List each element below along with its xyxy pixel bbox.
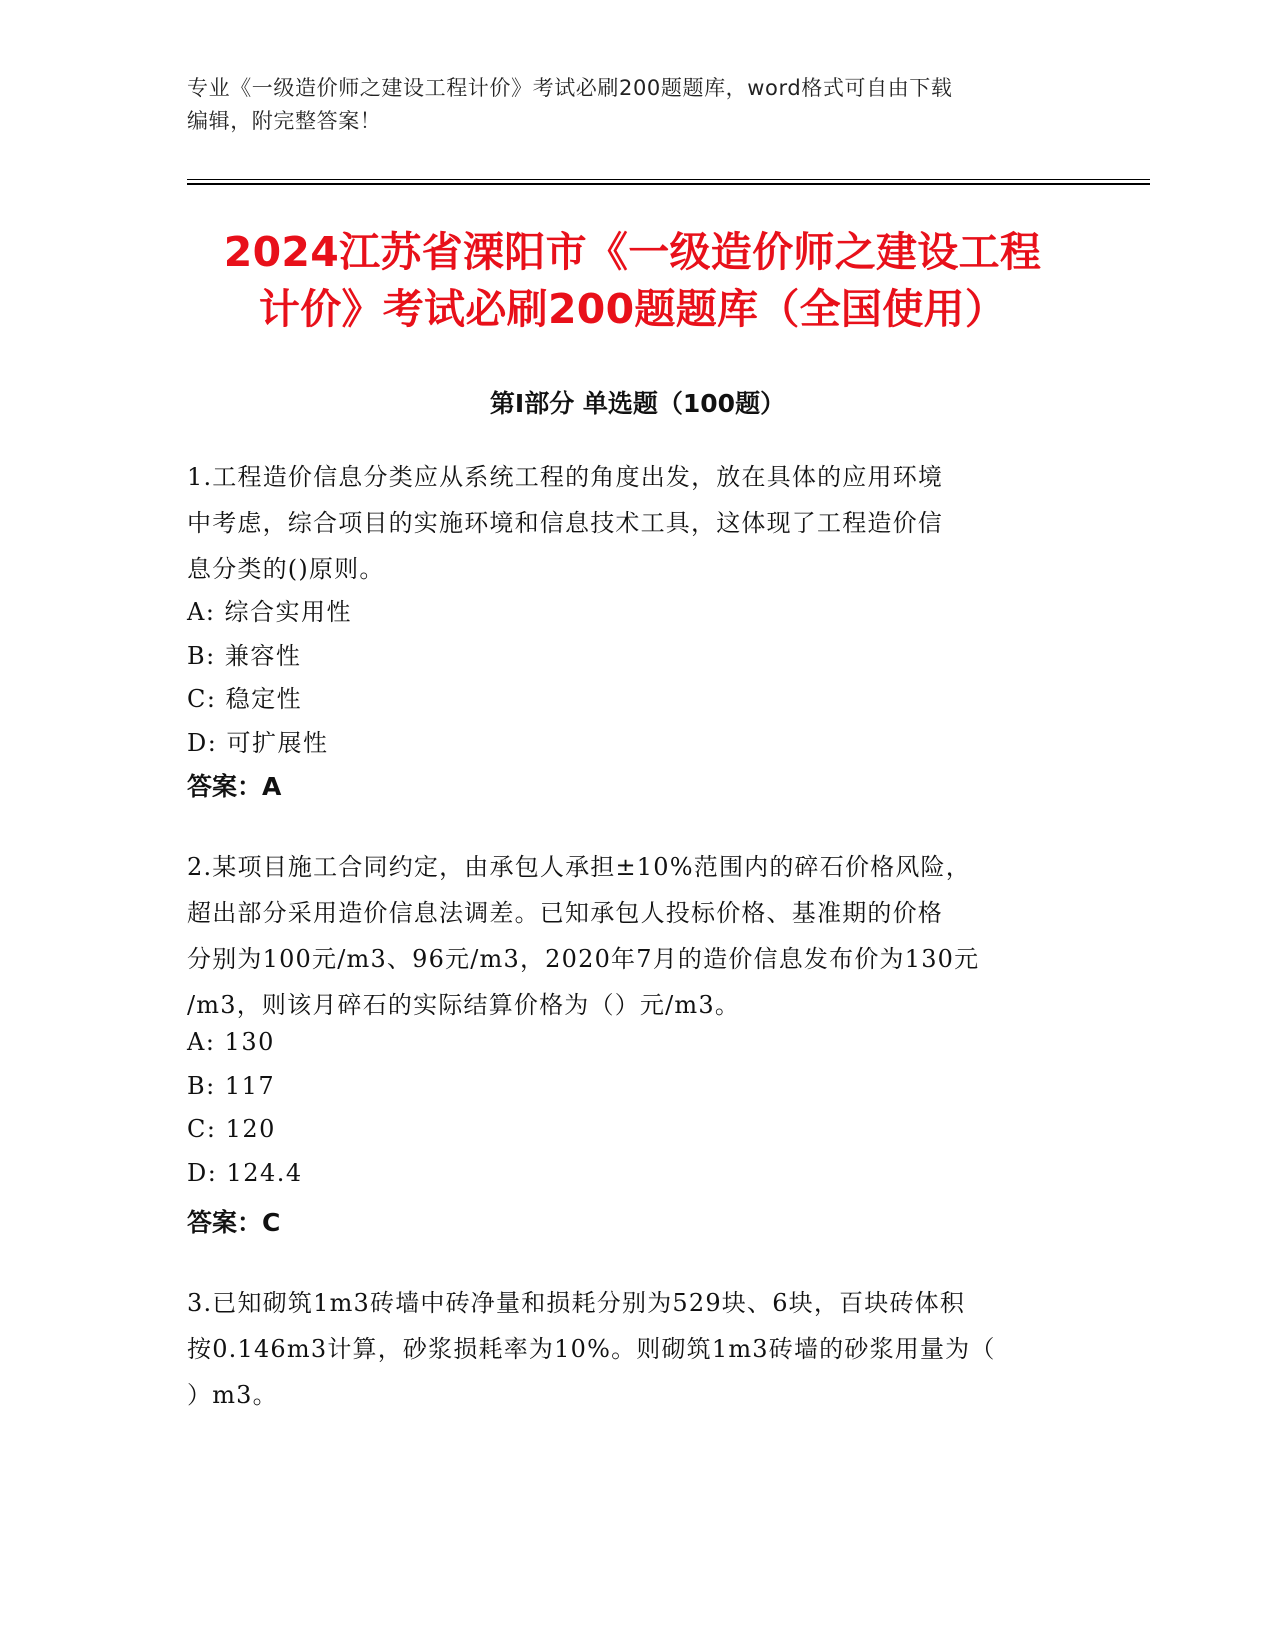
question-2-stem-line: 超出部分采用造价信息法调差。已知承包人投标价格、基准期的价格 [187, 899, 943, 927]
question-1-option-c: C: 稳定性 [187, 685, 303, 713]
question-1-stem [187, 454, 1082, 592]
question-1-stem-line: 息分类的()原则。 [187, 555, 385, 583]
question-3-stem [187, 1280, 1082, 1418]
section-heading: 第I部分 单选题（100题） [489, 389, 786, 418]
question-3-stem-line: 按0.146m3计算，砂浆损耗率为10%。则砌筑1m3砖墙的砂浆用量为（ [187, 1335, 996, 1363]
title-line-1: 2024江苏省溧阳市《一级造价师之建设工程 [223, 228, 1042, 276]
question-2-stem-line: 2.某项目施工合同约定，由承包人承担±10%范围内的碎石价格风险， [187, 853, 971, 881]
question-1-option-a: A: 综合实用性 [187, 598, 353, 626]
question-1-answer: 答案：A [187, 772, 282, 801]
question-1-stem-line: 1.工程造价信息分类应从系统工程的角度出发，放在具体的应用环境 [187, 463, 944, 491]
header-divider-thin [187, 179, 1150, 180]
header-note-line-2: 编辑，附完整答案！ [187, 109, 382, 133]
question-1-stem-line: 中考虑，综合项目的实施环境和信息技术工具，这体现了工程造价信 [187, 509, 943, 537]
header-divider-thick [187, 183, 1150, 185]
document-title [180, 224, 1085, 338]
question-3-stem-line: ）m3。 [187, 1381, 278, 1409]
question-2-option-d: D: 124.4 [187, 1159, 303, 1187]
header-note-line-1: 专业《一级造价师之建设工程计价》考试必刷200题题库，word格式可自由下载 [187, 76, 953, 100]
question-2-option-c: C: 120 [187, 1115, 276, 1143]
question-2-stem [187, 844, 1082, 1028]
question-1-option-d: D: 可扩展性 [187, 729, 329, 757]
question-2-stem-line: /m3，则该月碎石的实际结算价格为（）元/m3。 [187, 991, 741, 1019]
header-note [187, 72, 1067, 138]
question-2-answer: 答案：C [187, 1208, 281, 1237]
question-1-option-b: B: 兼容性 [187, 642, 302, 670]
question-3-stem-line: 3.已知砌筑1m3砖墙中砖净量和损耗分别为529块、6块，百块砖体积 [187, 1289, 966, 1317]
question-2-stem-line: 分别为100元/m3、96元/m3，2020年7月的造价信息发布价为130元 [187, 945, 980, 973]
question-2-option-b: B: 117 [187, 1072, 276, 1100]
title-line-2: 计价》考试必刷200题题库（全国使用） [258, 285, 1007, 333]
question-2-option-a: A: 130 [187, 1028, 275, 1056]
